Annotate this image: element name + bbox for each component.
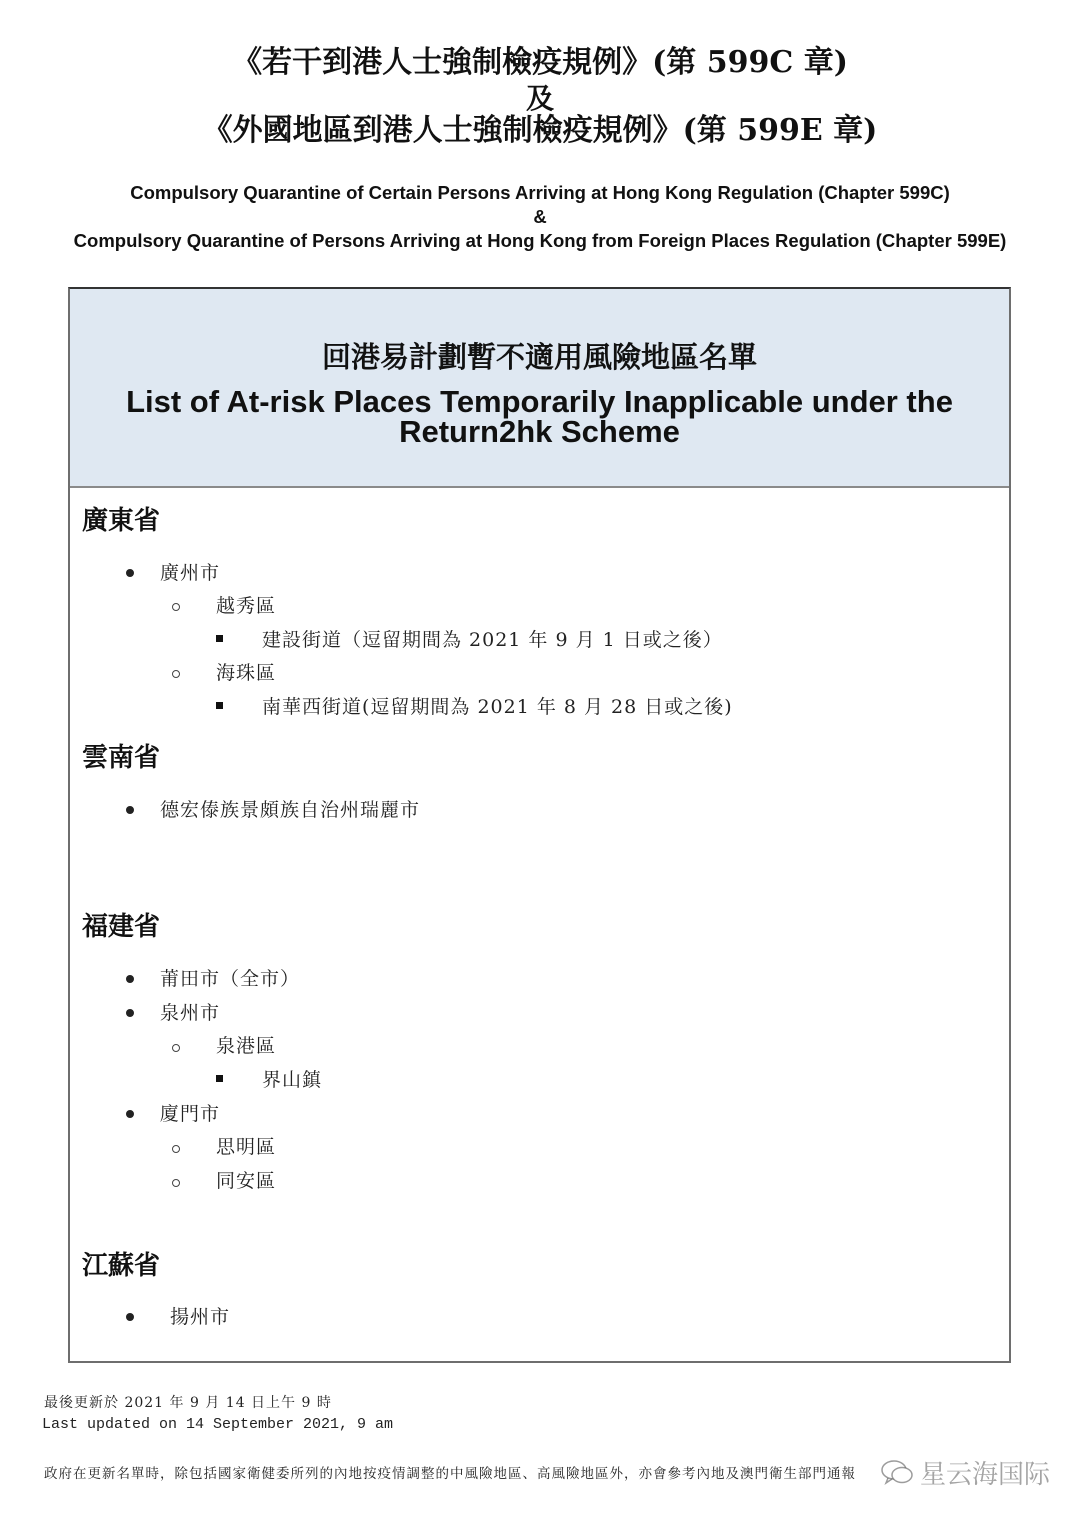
disc-bullet-icon <box>126 1313 134 1321</box>
province-yunnan: 雲南省 <box>82 743 161 773</box>
list-item-city: 莆田市（全市） <box>160 968 301 990</box>
box-header <box>70 289 1009 488</box>
list-item-district: 泉港區 <box>216 1035 277 1057</box>
regulation-title-cn-599c: 《若干到港人士強制檢疫規例》(第 599C 章) <box>232 45 848 80</box>
government-note: 政府在更新名單時，除包括國家衛健委所列的內地按疫情調整的中風險地區、高風險地區外，亦會參考內地及澳門衛生部門通報 <box>44 1466 856 1482</box>
circle-bullet-icon <box>172 670 180 678</box>
disc-bullet-icon <box>126 806 134 814</box>
circle-bullet-icon <box>172 603 180 611</box>
list-item-district: 同安區 <box>216 1170 277 1192</box>
disc-bullet-icon <box>126 569 134 577</box>
province-guangdong: 廣東省 <box>82 506 161 536</box>
disc-bullet-icon <box>126 1110 134 1118</box>
square-bullet-icon <box>216 1075 223 1082</box>
square-bullet-icon <box>216 635 223 642</box>
at-risk-places-box <box>68 287 1011 1363</box>
province-jiangsu: 江蘇省 <box>82 1251 161 1281</box>
list-item-district: 思明區 <box>216 1136 277 1158</box>
last-updated-cn: 最後更新於 2021 年 9 月 14 日上午 9 時 <box>44 1395 332 1411</box>
list-title-cn: 回港易計劃暫不適用風險地區名單 <box>321 340 757 374</box>
list-item-street: 建設街道（逗留期間為 2021 年 9 月 1 日或之後） <box>262 629 723 651</box>
title-and-cn: 及 <box>525 82 554 115</box>
list-title-en-line2: Return2hk Scheme <box>399 414 680 449</box>
list-item-city: 廈門市 <box>160 1103 221 1125</box>
list-item-city: 廣州市 <box>160 562 221 584</box>
list-item-district: 越秀區 <box>216 595 277 617</box>
circle-bullet-icon <box>172 1145 180 1153</box>
watermark <box>880 1452 1050 1492</box>
list-item-city: 泉州市 <box>160 1002 221 1024</box>
list-title-en-line1: List of At-risk Places Temporarily Inapplicable under the <box>126 384 953 419</box>
province-fujian: 福建省 <box>82 912 161 942</box>
disc-bullet-icon <box>126 1009 134 1017</box>
regulation-title-en-599e: Compulsory Quarantine of Persons Arriving at Hong Kong from Foreign Places Regulation (Chapter 599E) <box>73 230 1007 251</box>
watermark-text: 星云海国际 <box>920 1459 1051 1490</box>
square-bullet-icon <box>216 702 223 709</box>
regulation-title-en-599c: Compulsory Quarantine of Certain Persons Arriving at Hong Kong Regulation (Chapter 599C) <box>130 182 950 203</box>
list-item-city: 德宏傣族景頗族自治州瑞麗市 <box>160 799 421 821</box>
wechat-chat-bubble-icon <box>880 1458 914 1486</box>
circle-bullet-icon <box>172 1044 180 1052</box>
list-title-en <box>70 384 1009 449</box>
list-item-city: 揚州市 <box>170 1306 231 1328</box>
list-item-town: 界山鎮 <box>262 1069 323 1091</box>
circle-bullet-icon <box>172 1179 180 1187</box>
last-updated-en: Last updated on 14 September 2021, 9 am <box>42 1416 394 1433</box>
title-and-en: & <box>533 206 547 227</box>
list-item-street: 南華西街道(逗留期間為 2021 年 8 月 28 日或之後) <box>262 696 733 718</box>
list-item-district: 海珠區 <box>216 662 277 684</box>
disc-bullet-icon <box>126 975 134 983</box>
regulation-title-cn-599e: 《外國地區到港人士強制檢疫規例》(第 599E 章) <box>202 113 878 148</box>
